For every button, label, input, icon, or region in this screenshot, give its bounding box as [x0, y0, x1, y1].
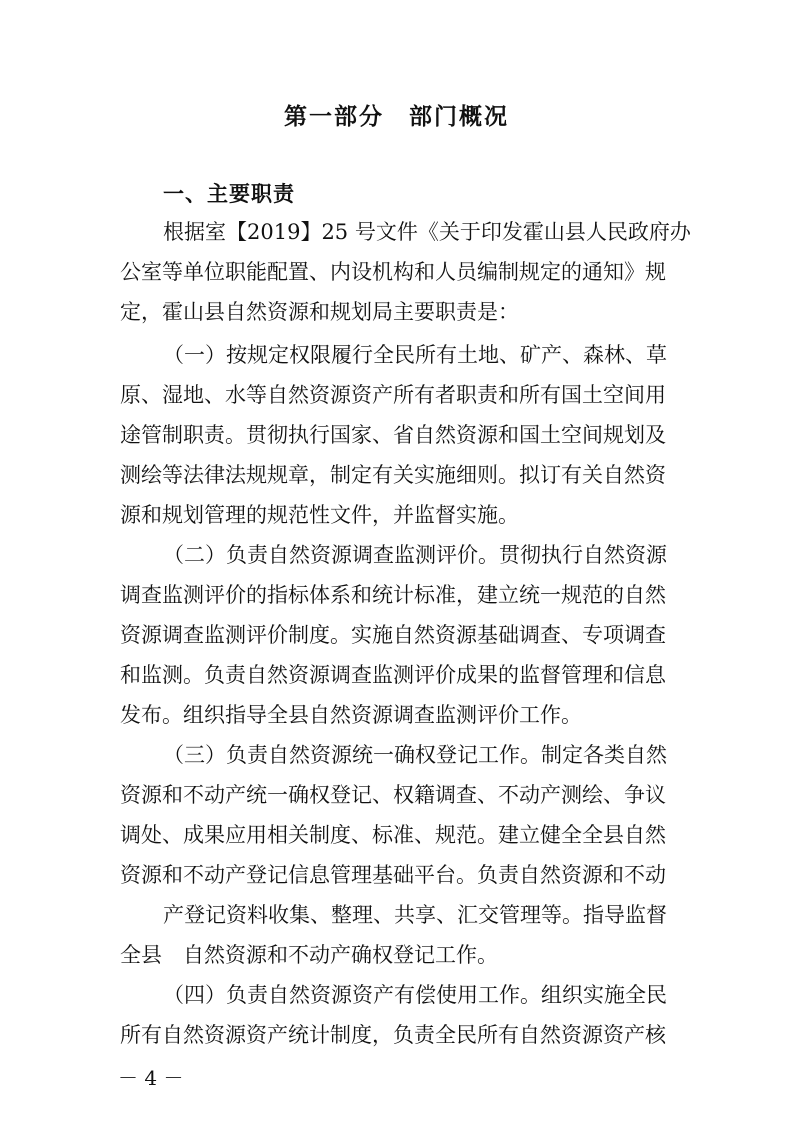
paragraph-line: （四）负责自然资源资产有偿使用工作。组织实施全民	[163, 983, 667, 1007]
paragraph-line: 根据室【2019】25 号文件《关于印发霍山县人民政府办	[163, 220, 691, 244]
paragraph-line: 所有自然资源资产统计制度，负责全民所有自然资源资产核	[120, 1023, 666, 1047]
paragraph-line: 公室等单位职能配置、内设机构和人员编制规定的通知》规	[120, 260, 666, 284]
paragraph-line: 原、湿地、水等自然资源资产所有者职责和所有国土空间用	[120, 383, 666, 407]
paragraph-line: 产登记资料收集、整理、共享、汇交管理等。指导监督	[163, 903, 667, 927]
paragraph-line: 发布。组织指导全县自然资源调查监测评价工作。	[120, 703, 582, 727]
section-heading: 一、主要职责	[163, 182, 295, 206]
page-title: 第一部分 部门概况	[284, 104, 509, 130]
paragraph-line: 资源和不动产登记信息管理基础平台。负责自然资源和不动	[120, 863, 666, 887]
paragraph-line: 调处、成果应用相关制度、标准、规范。建立健全全县自然	[120, 823, 666, 847]
paragraph-line: 途管制职责。贯彻执行国家、省自然资源和国土空间规划及	[120, 423, 666, 447]
paragraph-line: （一）按规定权限履行全民所有土地、矿产、森林、草	[163, 343, 667, 367]
page-number: － 4 －	[118, 1066, 184, 1090]
paragraph-line: 全县 自然资源和不动产确权登记工作。	[120, 943, 498, 967]
paragraph-line: （三）负责自然资源统一确权登记工作。制定各类自然	[163, 743, 667, 767]
paragraph-line: 源和规划管理的规范性文件，并监督实施。	[120, 503, 519, 527]
paragraph-line: 定，霍山县自然资源和规划局主要职责是：	[120, 300, 519, 324]
paragraph-line: 和监测。负责自然资源调查监测评价成果的监督管理和信息	[120, 663, 666, 687]
paragraph-line: 资源调查监测评价制度。实施自然资源基础调查、专项调查	[120, 623, 666, 647]
paragraph-line: （二）负责自然资源调查监测评价。贯彻执行自然资源	[163, 543, 667, 567]
paragraph-line: 测绘等法律法规规章，制定有关实施细则。拟订有关自然资	[120, 463, 666, 487]
paragraph-line: 资源和不动产统一确权登记、权籍调查、不动产测绘、争议	[120, 783, 666, 807]
paragraph-line: 调查监测评价的指标体系和统计标准，建立统一规范的自然	[120, 583, 666, 607]
